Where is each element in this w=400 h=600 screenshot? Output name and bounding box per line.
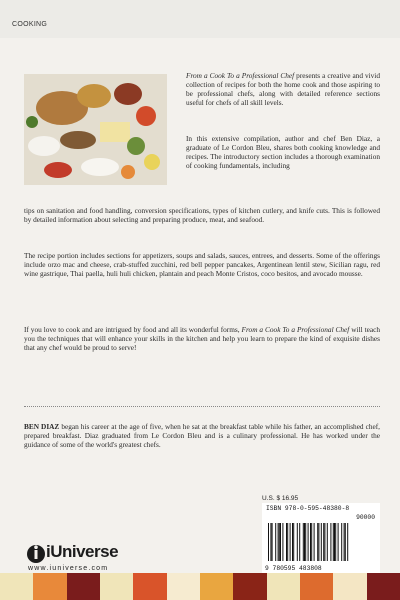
barcode-bars [262, 503, 380, 573]
recipes-paragraph: The recipe portion includes sections for appetizers, soups and salads, sauces, entrees, and desserts. Some of the offerings include orzo mac and cheese, crab-stuffed zucchini, red bell pepper pancakes, Argentinean lentil stew, Sicilian ragu, red wine gastrique, Thai paella, huli huli chicken, plantain and peach Monte Cristos, coco besitos, and avocado mousse. [24, 251, 380, 278]
publisher-url[interactable]: www.iuniverse.com [28, 565, 109, 572]
color-stripe [233, 573, 266, 600]
author-bio: BEN DIAZ began his career at the age of five, when he sat at the breakfast table while his father, an accomplished chef, prepared breakfast. Diaz graduated from Le Cordon Bleu and is a culinary professional. He has worked under the guidance of some of the world's greatest chefs. [24, 422, 381, 449]
price-label: U.S. $ 16.95 [262, 495, 299, 502]
compilation-paragraph-continued: tips on sanitation and food handling, conversion specifications, types of kitchen cutlery, and knife cuts. This is followed by detailed information about selecting and preparing produce, meat, and seafood. [24, 206, 380, 224]
color-stripe [200, 573, 233, 600]
color-stripe [167, 573, 200, 600]
publisher-logo [24, 536, 164, 580]
color-stripe [333, 573, 366, 600]
top-band [0, 0, 400, 38]
book-title: From a Cook To a Professional Chef [186, 71, 295, 80]
book-title: From a Cook To a Professional Chef [241, 325, 350, 334]
price-code: 90000 [356, 514, 375, 521]
color-stripe [367, 573, 400, 600]
intro-paragraph: From a Cook To a Professional Chef presents a creative and vivid collection of recipes for both the home cook and those aspiring to be professional chefs, along with detailed reference sections useful for chefs of all skill levels. [186, 71, 380, 107]
category-label: COOKING [12, 21, 48, 28]
color-stripe [300, 573, 333, 600]
barcode [262, 503, 380, 573]
author-name: BEN DIAZ [24, 422, 60, 431]
ean-number: 9 780595 483808 [265, 565, 322, 572]
closing-paragraph: If you love to cook and are intrigued by food and all its wonderful forms, From a Cook To a Professional Chef will teach you the techniques that will enhance your skills in the kitchen and help you learn to prepare the kind of exquisite dishes that any chef would be proud to serve! [24, 325, 380, 352]
color-stripe [267, 573, 300, 600]
food-photo [24, 74, 167, 185]
compilation-paragraph: In this extensive compilation, author and chef Ben Diaz, a graduate of Le Cordon Bleu, shares both cooking knowledge and recipes. The introductory section includes a thorough examination of cooking fundamentals, including [186, 134, 380, 170]
divider [24, 406, 380, 407]
publisher-name: iUniverse [46, 542, 119, 561]
isbn-label: ISBN 978-0-595-48380-8 [266, 505, 350, 512]
iuniverse-icon [26, 542, 46, 564]
